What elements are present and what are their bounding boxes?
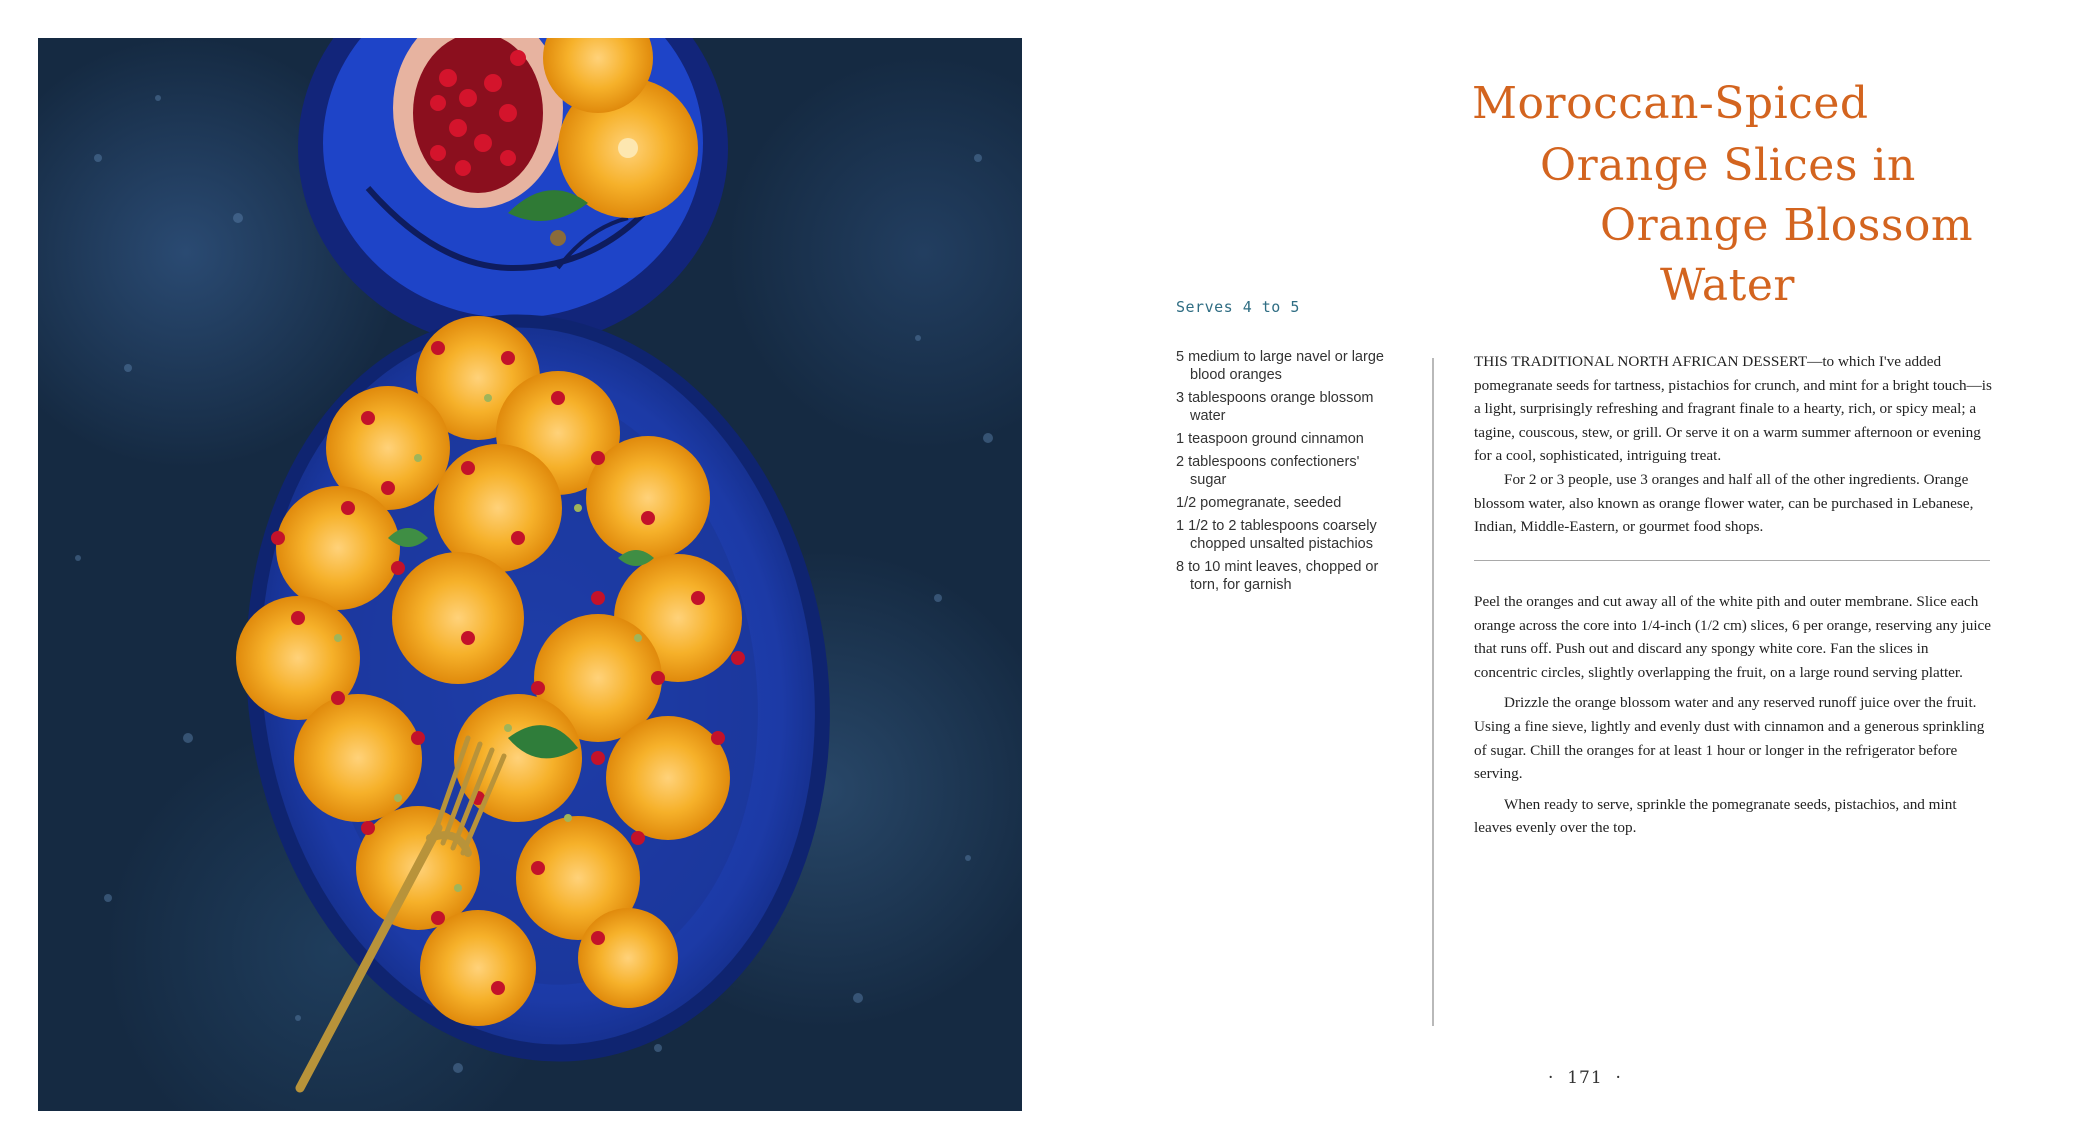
section-divider <box>1474 560 1990 561</box>
ingredient-item: 8 to 10 mint leaves, chopped or torn, for garnish <box>1176 559 1379 593</box>
page-number-bullet: · <box>1548 1068 1568 1088</box>
ingredient-item: 2 tablespoons confectioners' sugar <box>1176 454 1360 488</box>
recipe-method <box>1474 590 1994 840</box>
recipe-title-line-4: Water <box>1660 260 1795 311</box>
ingredient-item: 1/2 pomegranate, seeded <box>1176 495 1342 511</box>
column-divider <box>1432 358 1434 1026</box>
large-platter <box>199 276 878 1099</box>
method-step: Drizzle the orange blossom water and any reserved runoff juice over the fruit. Using a fine sieve, lightly and evenly dust with cinnamon and a generous sprinkling of sugar. Chill the oranges for at least 1 hour or longer in the refrigerator before serving. <box>1474 694 1985 783</box>
recipe-title-line-2: Orange Slices in <box>1540 140 1916 191</box>
ingredient-item: 1 teaspoon ground cinnamon <box>1176 431 1364 447</box>
recipe-photo <box>38 38 1022 1111</box>
method-step: When ready to serve, sprinkle the pomegranate seeds, pistachios, and mint leaves evenly over the top. <box>1474 795 1957 837</box>
page-number <box>1548 1068 1622 1088</box>
recipe-intro <box>1474 350 1994 539</box>
photo-illustration <box>38 38 1022 1111</box>
intro-paragraph: THIS TRADITIONAL NORTH AFRICAN DESSERT—to which I've added pomegranate seeds for tartness, pistachios for crunch, and mint for a bright touch—is a light, surprisingly refreshing and fragrant finale to a hearty, rich, or spicy meal; a tagine, couscous, stew, or grill. Or serve it on a warm summer afternoon or evening for a cool, sophisticated, intriguing treat. <box>1474 353 1992 465</box>
recipe-title-line-1: Moroccan-Spiced <box>1472 78 1869 129</box>
serves-label: Serves 4 to 5 <box>1176 298 1300 316</box>
recipe-title-line-3: Orange Blossom <box>1600 200 1974 251</box>
page-number-bullet: · <box>1602 1068 1622 1088</box>
ingredient-item: 1 1/2 to 2 tablespoons coarsely chopped unsalted pistachios <box>1176 518 1377 552</box>
ingredient-item: 3 tablespoons orange blossom water <box>1176 390 1374 424</box>
intro-paragraph: For 2 or 3 people, use 3 oranges and half all of the other ingredients. Orange blossom water, also known as orange flower water, can be purchased in Lebanese, Indian, Middle-Eastern, or gourmet food shops. <box>1474 470 1974 536</box>
page-number-value: 171 <box>1567 1068 1603 1088</box>
ingredient-item: 5 medium to large navel or large blood oranges <box>1176 349 1384 383</box>
ingredient-list <box>1176 348 1394 599</box>
method-step: Peel the oranges and cut away all of the white pith and outer membrane. Slice each orange across the core into 1/4-inch (1/2 cm) slices, 6 per orange, reserving any juice that runs off. Push out and discard any spongy white core. Fan the slices in concentric circles, slightly overlapping the fruit, on a large round serving platter. <box>1474 593 1992 681</box>
small-bowl <box>298 38 728 348</box>
